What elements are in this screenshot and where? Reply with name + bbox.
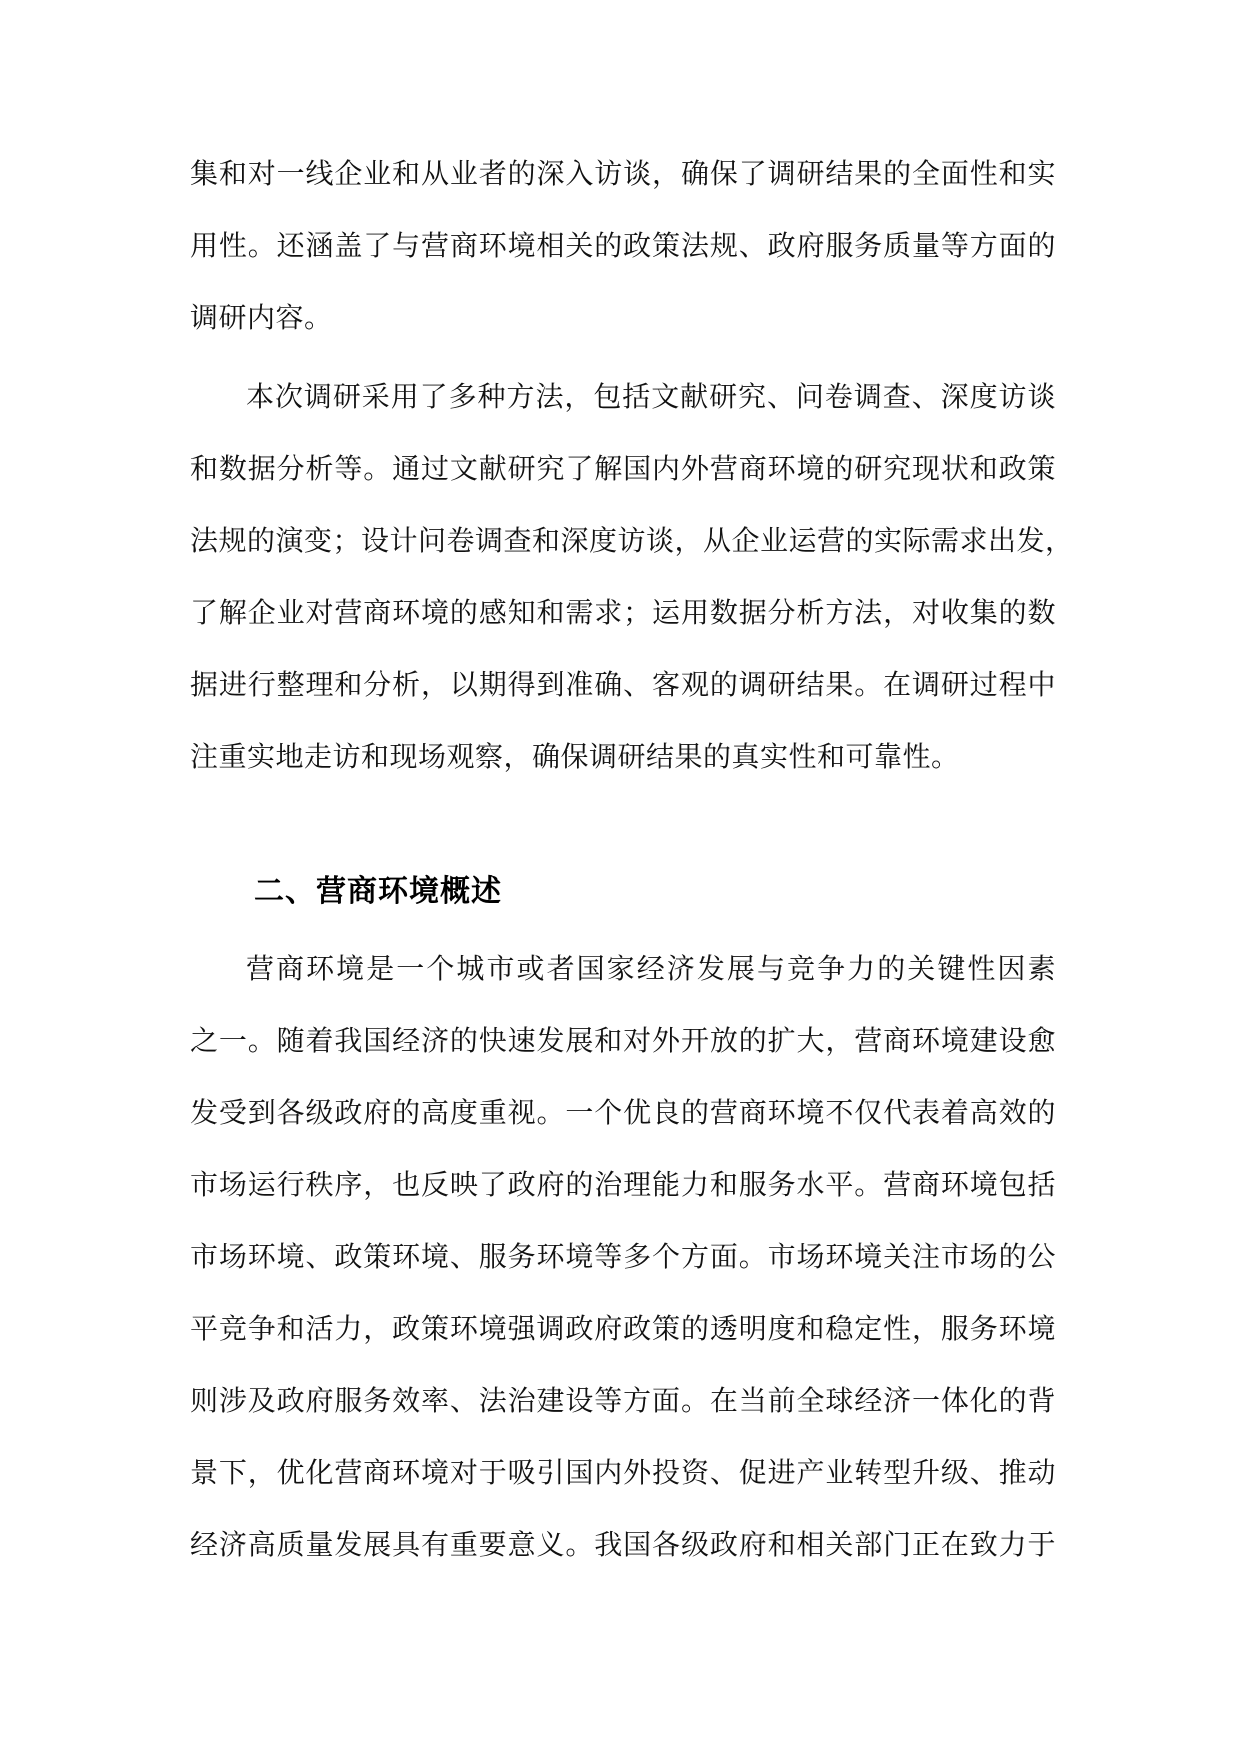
paragraph-line: 发受到各级政府的高度重视。一个优良的营商环境不仅代表着高效的 (190, 1096, 1056, 1129)
paragraph-line: 市场环境、政策环境、服务环境等多个方面。市场环境关注市场的公 (190, 1240, 1056, 1273)
paragraph-line: 景下，优化营商环境对于吸引国内外投资、促进产业转型升级、推动 (190, 1456, 1056, 1489)
paragraph-line: 了解企业对营商环境的感知和需求；运用数据分析方法，对收集的数 (190, 596, 1056, 629)
section-heading: 二、营商环境概述 (254, 874, 502, 909)
paragraph-line: 平竞争和活力，政策环境强调政府政策的透明度和稳定性，服务环境 (190, 1312, 1056, 1345)
paragraph-line: 注重实地走访和现场观察，确保调研结果的真实性和可靠性。 (190, 740, 960, 773)
paragraph-line: 用性。还涵盖了与营商环境相关的政策法规、政府服务质量等方面的 (190, 229, 1056, 262)
paragraph-line: 则涉及政府服务效率、法治建设等方面。在当前全球经济一体化的背 (190, 1384, 1056, 1417)
paragraph-line: 经济高质量发展具有重要意义。我国各级政府和相关部门正在致力于 (190, 1528, 1056, 1561)
paragraph-line: 本次调研采用了多种方法，包括文献研究、问卷调查、深度访谈 (246, 380, 1056, 413)
paragraph-line: 市场运行秩序，也反映了政府的治理能力和服务水平。营商环境包括 (190, 1168, 1056, 1201)
paragraph-line: 法规的演变；设计问卷调查和深度访谈，从企业运营的实际需求出发， (190, 524, 1074, 557)
paragraph-line: 集和对一线企业和从业者的深入访谈，确保了调研结果的全面性和实 (190, 157, 1056, 190)
paragraph-line: 据进行整理和分析，以期得到准确、客观的调研结果。在调研过程中 (190, 668, 1056, 701)
paragraph-line: 和数据分析等。通过文献研究了解国内外营商环境的研究现状和政策 (190, 452, 1056, 485)
paragraph-line: 之一。随着我国经济的快速发展和对外开放的扩大，营商环境建设愈 (190, 1024, 1056, 1057)
paragraph-line: 营商环境是一个城市或者国家经济发展与竞争力的关键性因素 (246, 952, 1056, 985)
paragraph-line: 调研内容。 (190, 301, 333, 334)
